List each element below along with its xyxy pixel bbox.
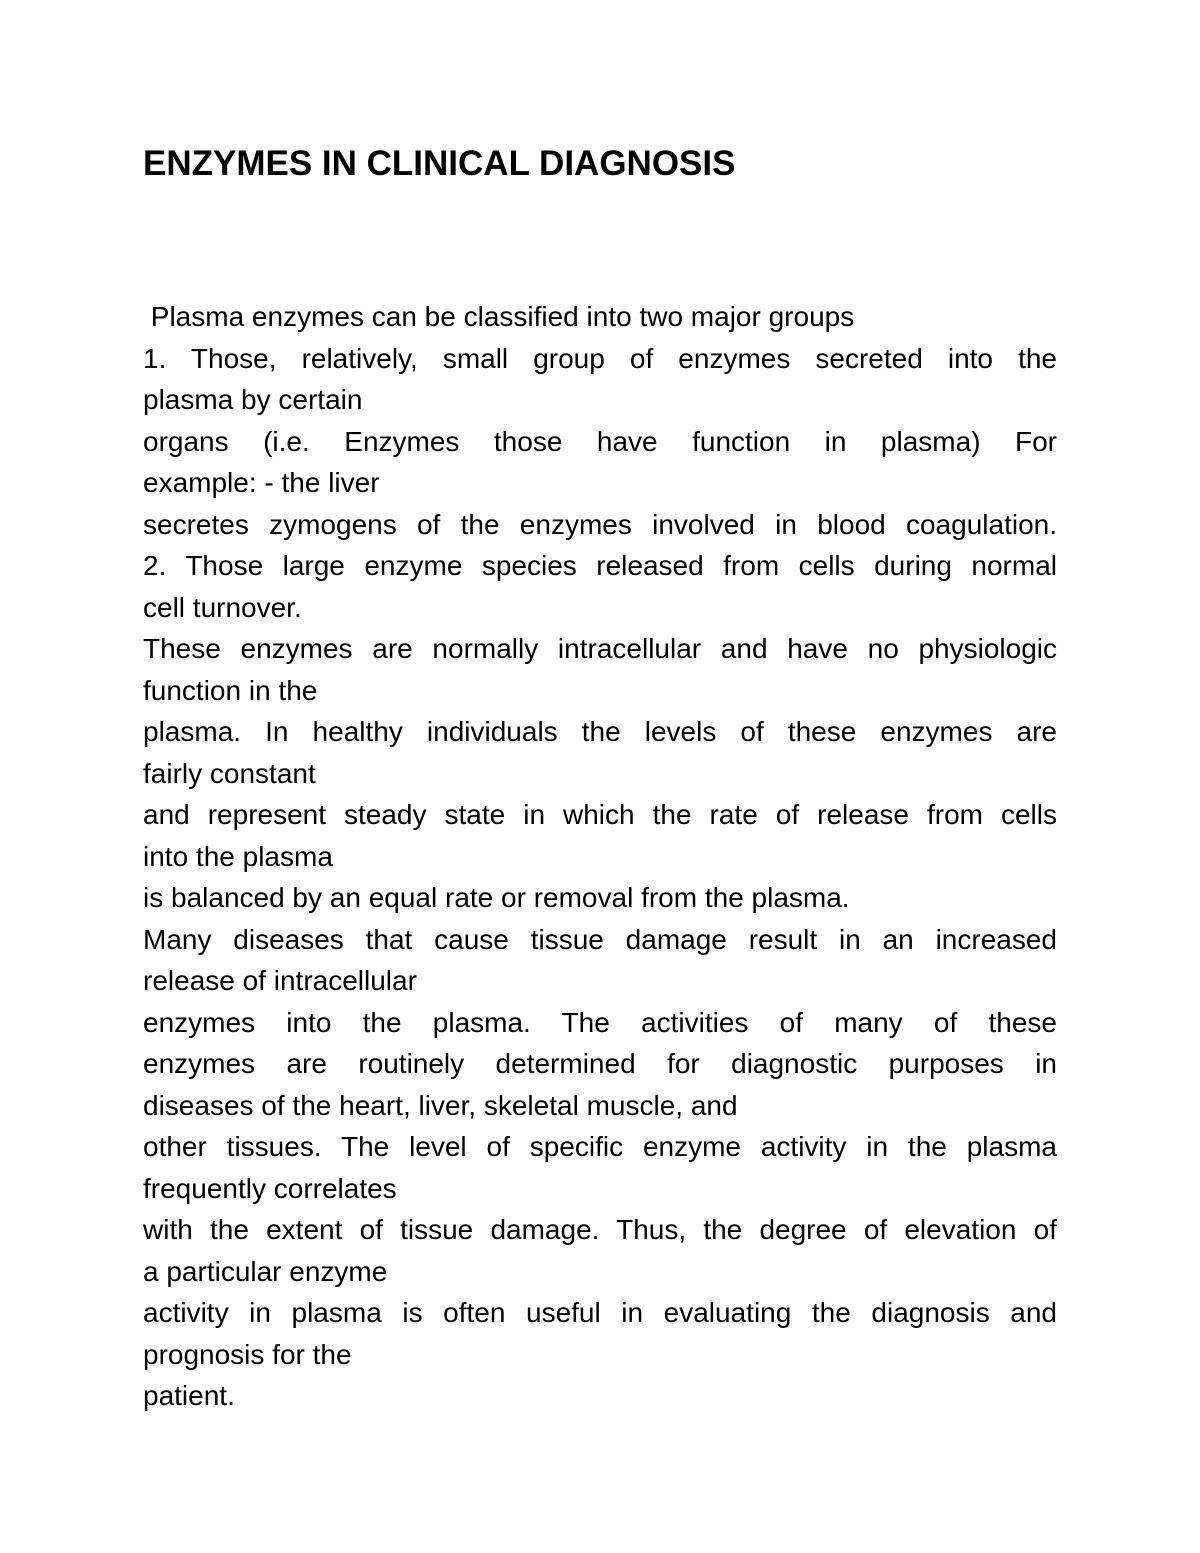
body-line: and represent steady state in which the rate of release from cells: [143, 799, 1057, 830]
body-line: release of intracellular: [143, 965, 417, 996]
body-line: function in the: [143, 674, 318, 706]
body-line: frequently correlates: [143, 1172, 397, 1204]
body-line: Many diseases that cause tissue damage result in an increased: [143, 923, 1057, 955]
body-line: cell turnover.: [143, 591, 302, 623]
body-line: into the plasma: [143, 840, 333, 872]
body-line: plasma by certain: [143, 384, 363, 415]
body-line: These enzymes are normally intracellular and have no physiologic: [143, 633, 1057, 664]
body-line: plasma. In healthy individuals the levels of these enzymes are: [143, 716, 1057, 747]
body-line: 1. Those, relatively, small group of enzymes secreted into the: [143, 342, 1057, 374]
document-title: ENZYMES IN CLINICAL DIAGNOSIS: [143, 144, 736, 183]
body-line: 2. Those large enzyme species released from cells during normal: [143, 550, 1057, 581]
body-line: fairly constant: [143, 757, 316, 789]
body-line: prognosis for the: [143, 1338, 352, 1370]
body-line: Plasma enzymes can be classified into two major groups: [143, 301, 855, 332]
body-line: is balanced by an equal rate or removal from the plasma.: [143, 882, 850, 913]
body-line: organs (i.e. Enzymes those have function in plasma) For: [143, 425, 1057, 457]
body-line: secretes zymogens of the enzymes involved in blood coagulation.: [143, 508, 1057, 540]
body-line: example: - the liver: [143, 467, 380, 498]
body-line: activity in plasma is often useful in evaluating the diagnosis and: [143, 1297, 1057, 1328]
body-line: enzymes are routinely determined for diagnostic purposes in: [143, 1048, 1057, 1079]
body-line: with the extent of tissue damage. Thus, the degree of elevation of: [143, 1214, 1057, 1245]
document-body: [143, 296, 1057, 1417]
body-line: other tissues. The level of specific enzyme activity in the plasma: [143, 1131, 1057, 1162]
body-line: a particular enzyme: [143, 1255, 388, 1287]
body-line: enzymes into the plasma. The activities of many of these: [143, 1006, 1057, 1038]
body-line: diseases of the heart, liver, skeletal muscle, and: [143, 1089, 738, 1121]
body-line: patient.: [143, 1380, 235, 1411]
